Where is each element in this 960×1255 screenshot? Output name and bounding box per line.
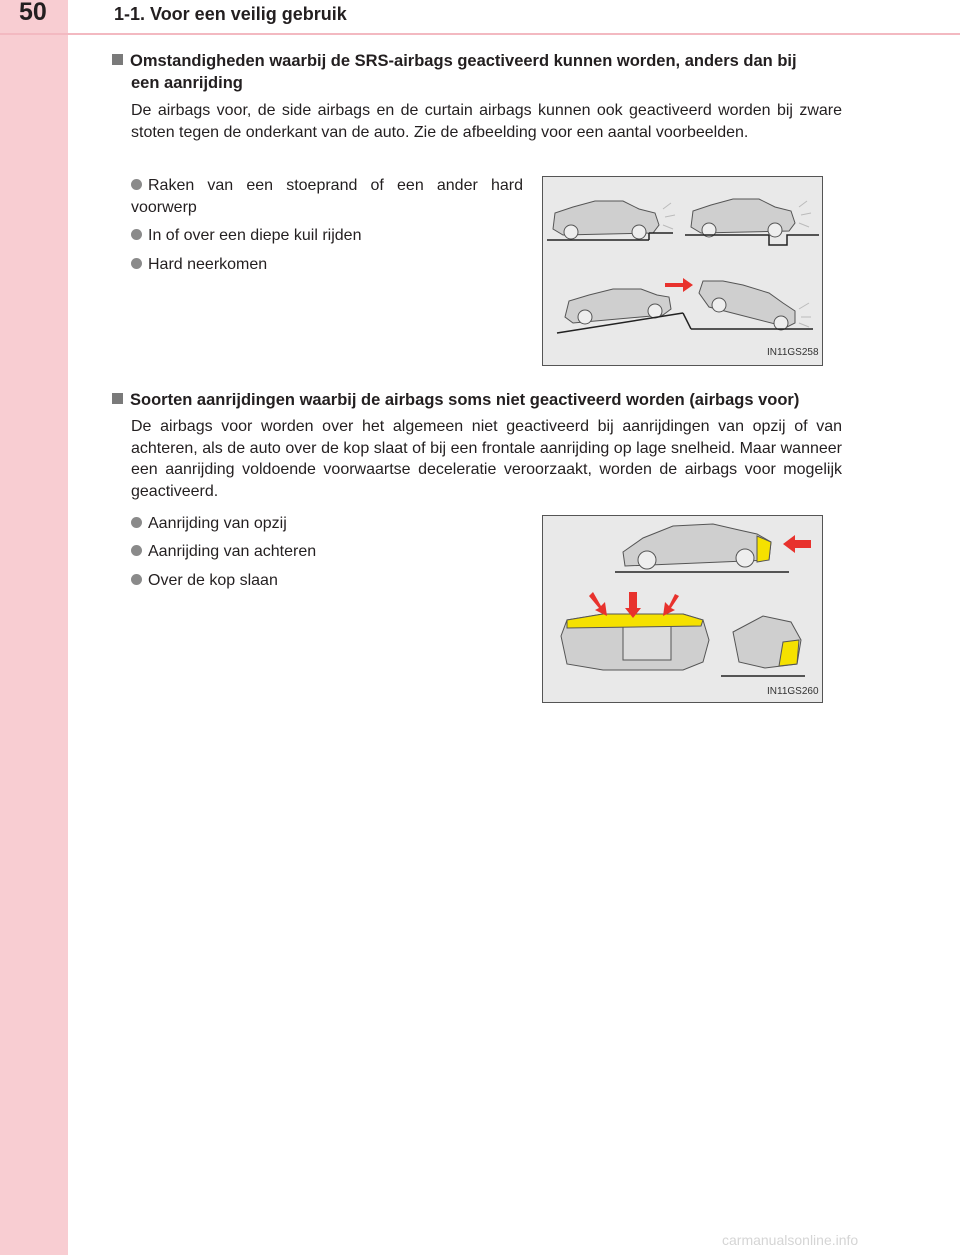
figure-code: IN11GS260: [767, 686, 819, 697]
list-item: Hard neerkomen: [131, 254, 267, 276]
figure-impact-examples: [542, 176, 823, 366]
bullet-icon: [131, 574, 142, 585]
rear-impact-arrow-icon: [783, 535, 811, 553]
watermark: carmanualsonline.info: [722, 1232, 859, 1248]
page-number: 50: [19, 0, 47, 26]
list-item: Aanrijding van opzij: [131, 513, 287, 535]
section1-heading: Omstandigheden waarbij de SRS-airbags geactiveerd kunnen worden, anders dan bij een aanrijding: [112, 50, 852, 94]
list-item: In of over een diepe kuil rijden: [131, 225, 361, 247]
figure-code: IN11GS258: [767, 347, 819, 358]
bullet-icon: [131, 179, 142, 190]
header-rule: [0, 33, 960, 35]
car-impact-illustration: [543, 177, 822, 365]
bullet-icon: [131, 517, 142, 528]
bullet-icon: [131, 229, 142, 240]
square-bullet-icon: [112, 54, 123, 65]
section1-body: De airbags voor, de side airbags en de curtain airbags kunnen ook geactiveerd worden bij zware stoten tegen de onderkant van de auto. Zie de afbeelding voor een aantal voorbeelden.: [131, 102, 842, 141]
impact-arrow-icon: [665, 278, 693, 292]
bullet-icon: [131, 545, 142, 556]
collision-types-illustration: [543, 516, 822, 702]
page-sidebar-tab: [0, 0, 68, 1255]
list-item: Raken van een stoeprand of een ander hard voorwerp: [131, 177, 523, 216]
list-item: Aanrijding van achteren: [131, 541, 316, 563]
figure-non-deploy-examples: [542, 515, 823, 703]
square-bullet-icon: [112, 393, 123, 404]
bullet-icon: [131, 258, 142, 269]
section2-body: De airbags voor worden over het algemeen niet geactiveerd bij aanrijdingen van opzij of van achteren, als de auto over de kop slaat of bij een frontale aanrijding op lage snelheid. Maar wanneer een aanrijding voldoende voorwaartse deceleratie veroorzaakt, worden de airbags voor mogelijk geactiveerd.: [131, 418, 842, 500]
section2-heading: Soorten aanrijdingen waarbij de airbags soms niet geactiveerd worden (airbags voor): [112, 389, 852, 411]
chapter-title: 1-1. Voor een veilig gebruik: [114, 4, 347, 24]
list-item: Over de kop slaan: [131, 570, 278, 592]
